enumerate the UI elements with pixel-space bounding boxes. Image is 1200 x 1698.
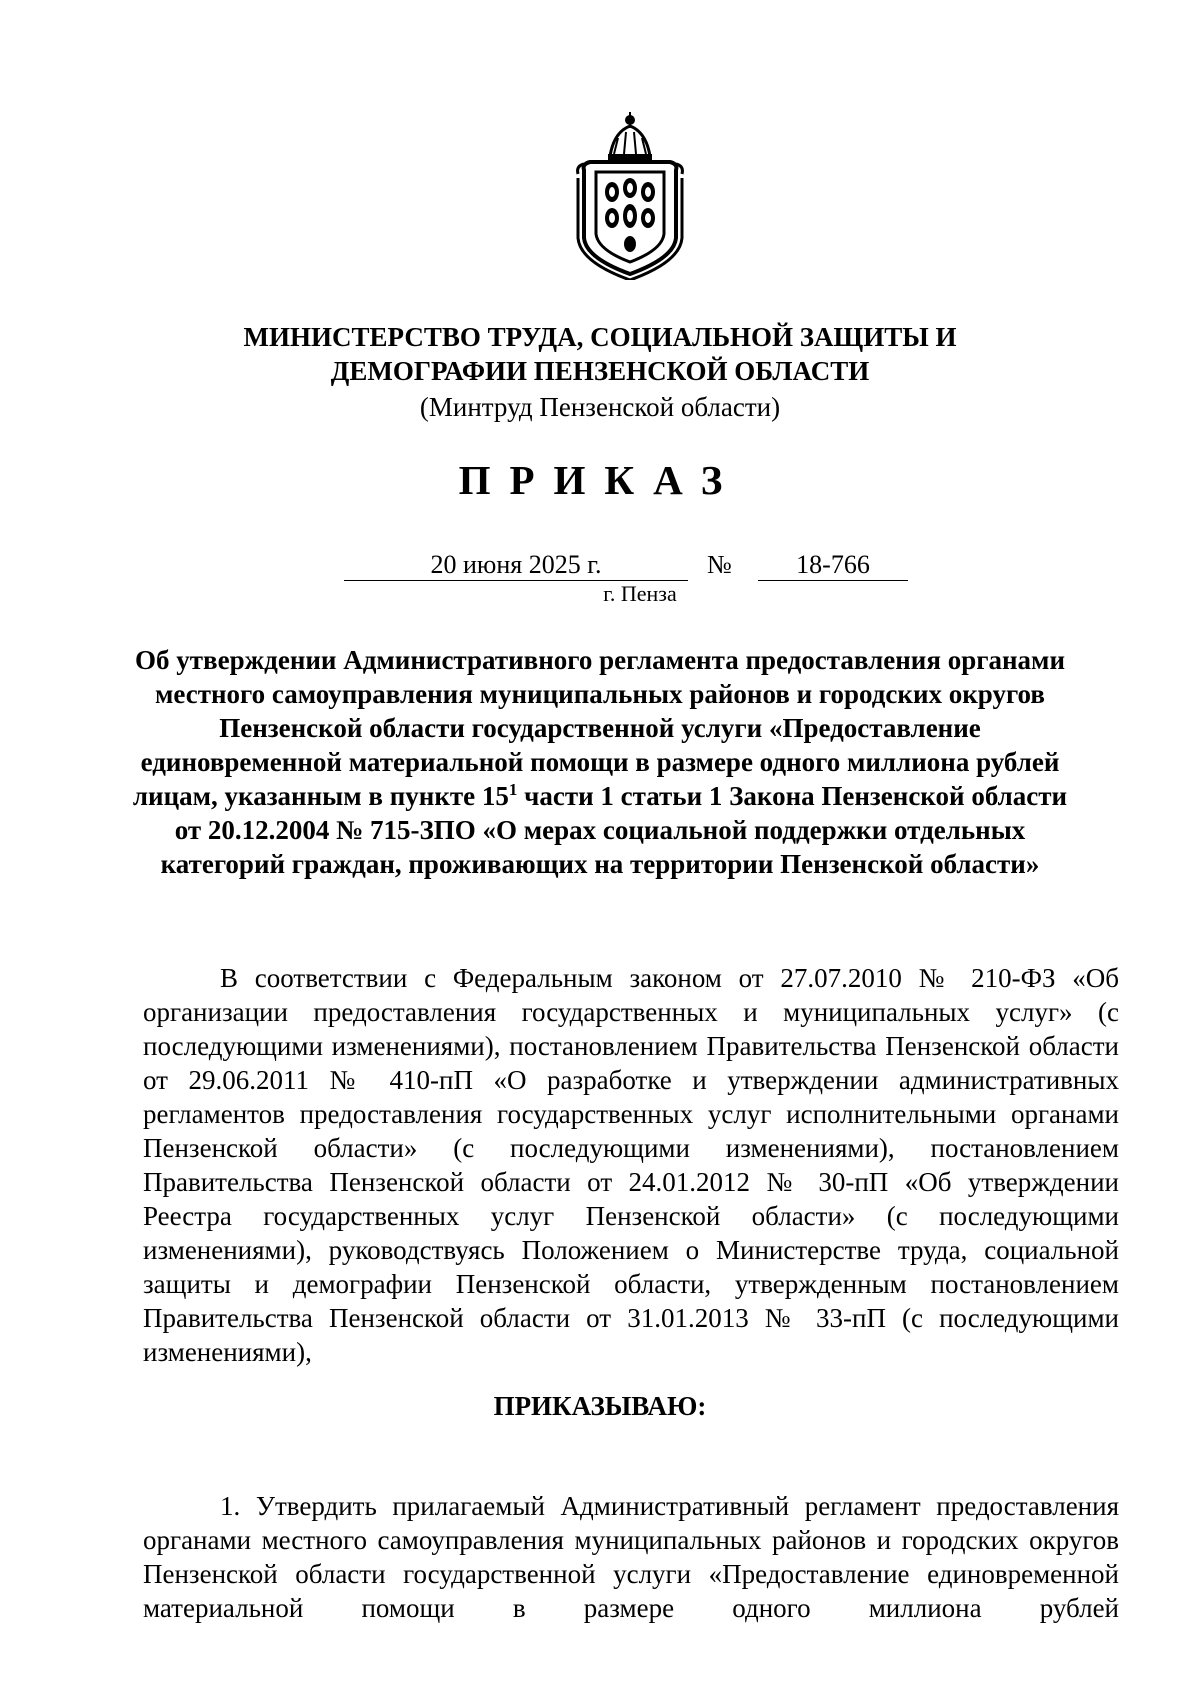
preamble-text: В соответствии с Федеральным законом от 27.07.2010 № 210-ФЗ «Об организации предоставления государственных и муниципальных услуг» (с последующими изменениями), постановлением Правительства Пензенской области от 29.06.2011 № 410-пП «О разработке и утверждении административных регламентов предоставления государственных услуг исполнительными органами Пензенской области» (с последующими изменениями), постановлением Правительства Пензенской области от 24.01.2012 № 30-пП «Об утверждении Реестра государственных услуг Пензенской области» (с последующими изменениями), руководствуясь Положением о Министерстве труда, социальной защиты и демографии Пензенской области, утвержденным постановлением Правительства Пензенской области от 31.01.2013 № 33-пП (с последующими изменениями), (143, 963, 1119, 1367)
organization-name-line1: МИНИСТЕРСТВО ТРУДА, СОЦИАЛЬНОЙ ЗАЩИТЫ И (243, 322, 957, 352)
title-superscript: 1 (508, 780, 518, 799)
preamble-paragraph (143, 961, 1119, 1369)
document-title (130, 643, 1070, 881)
title-text-part1: Об утверждении Административного регламента предоставления органами местного самоуправления муниципальных районов и городских округов Пензенской области государственной услуги «Предоставление единовременной материальной помощи в размере одного миллиона рублей лицам, указанным в пункте 15 (132, 645, 1065, 811)
number-sign: № (707, 550, 732, 579)
order-number: 18-766 (758, 550, 908, 581)
order-date: 20 июня 2025 г. (344, 550, 688, 581)
city-name: г. Пенза (603, 581, 677, 606)
item-1-text: 1. Утвердить прилагаемый Административный регламент предоставления органами местного самоуправления муниципальных районов и городских округов Пензенской области государственной услуги «Предоставление единовременной материальной помощи в размере одного миллиона рублей (143, 1491, 1119, 1623)
order-word-heading: ПРИКАЗЫВАЮ: (493, 1391, 707, 1421)
item-1-paragraph (143, 1489, 1119, 1625)
organization-short-name: (Минтруд Пензенской области) (419, 392, 781, 422)
organization-name-line2: ДЕМОГРАФИИ ПЕНЗЕНСКОЙ ОБЛАСТИ (330, 356, 870, 386)
coat-of-arms-emblem (574, 108, 686, 280)
document-type-heading: ПРИКАЗ (458, 457, 742, 503)
title-text-part2: части 1 статьи 1 Закона Пензенской области от 20.12.2004 № 715-ЗПО «О мерах социальной поддержки отдельных категорий граждан, проживающих на территории Пензенской области» (160, 781, 1068, 879)
